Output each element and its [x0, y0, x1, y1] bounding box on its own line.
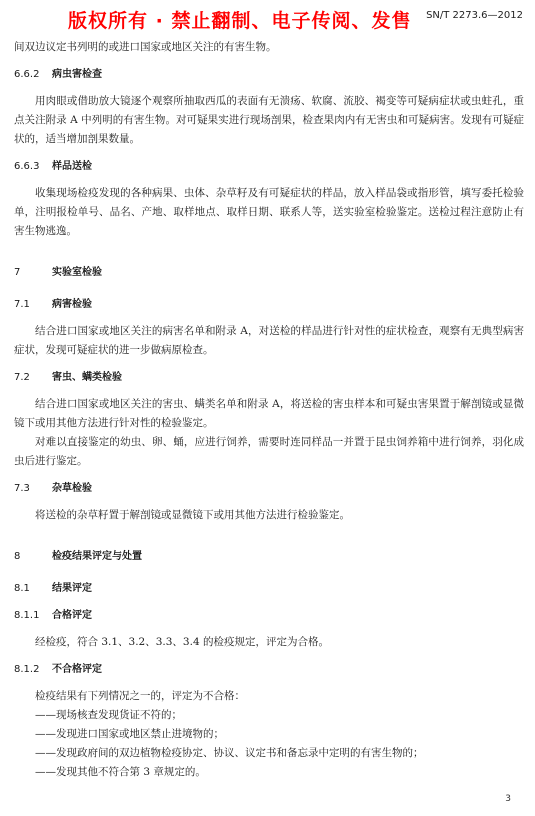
- section-number: 7.2: [14, 372, 30, 383]
- dash-list-item: ——发现政府间的双边植物检疫协定、协议、议定书和备忘录中定明的有害生物的；: [35, 747, 424, 759]
- section-number: 6.6.2: [14, 69, 40, 80]
- section-number: 7.1: [14, 299, 30, 310]
- section-number: 7: [14, 267, 21, 278]
- dash-list-item: ——现场核查发现货证不符的；: [35, 709, 182, 721]
- section-title: 不合格评定: [52, 664, 102, 675]
- section-8-1-2-heading: [14, 660, 524, 679]
- dash-list-item: ——发现进口国家或地区禁止进境物的；: [35, 728, 224, 740]
- section-number: 7.3: [14, 483, 30, 494]
- section-number: 8: [14, 551, 21, 562]
- section-7-2-heading: [14, 368, 524, 387]
- section-title: 病虫害检查: [52, 69, 102, 80]
- section-title: 病害检验: [52, 299, 92, 310]
- section-7-1-text: 结合进口国家或地区关注的病害名单和附录 A，对送检的样品进行针对性的症状检查，观察有无典型病害症状，发现可疑症状的进一步做病原检查。: [14, 325, 524, 356]
- dash-list-item: ——发现其他不符合第 3 章规定的。: [35, 766, 206, 778]
- section-number: 8.1: [14, 583, 30, 594]
- section-8-1-heading: [14, 579, 524, 598]
- section-6-6-2-text: 用肉眼或借助放大镜逐个观察所抽取西瓜的表面有无溃疡、软腐、流胶、褐变等可疑病症状或虫蛀孔，重点关注附录 A 中列明的有害生物。对可疑果实进行现场剖果，检查果肉内有无害虫和可疑病害。发现有可疑症状的，适当增加剖果数量。: [14, 95, 524, 145]
- section-7-3-text: 将送检的杂草籽置于解剖镜或显微镜下或用其他方法进行检验鉴定。: [35, 509, 350, 521]
- section-title: 检疫结果评定与处置: [52, 551, 142, 562]
- section-8-heading: [14, 547, 524, 566]
- section-number: 8.1.1: [14, 610, 40, 621]
- standard-code: SN/T 2273.6—2012: [426, 10, 523, 21]
- page-header: [0, 0, 535, 36]
- section-title: 杂草检验: [52, 483, 92, 494]
- continued-paragraph: 间双边议定书列明的或进口国家或地区关注的有害生物。: [14, 41, 277, 53]
- section-8-1-2-intro: 检疫结果有下列情况之一的，评定为不合格：: [35, 690, 245, 702]
- section-number: 8.1.2: [14, 664, 40, 675]
- section-7-heading: [14, 263, 524, 282]
- document-body: [14, 38, 524, 782]
- section-8-1-1-heading: [14, 606, 524, 625]
- section-6-6-3-text: 收集现场检疫发现的各种病果、虫体、杂草籽及有可疑症状的样品，放入样品袋或指形管，填写委托检验单，注明报检单号、品名、产地、取样地点、取样日期、联系人等，送实验室检验鉴定。送检过程注意防止有害生物逃逸。: [14, 187, 524, 237]
- section-6-6-2-heading: [14, 65, 524, 84]
- section-title: 样品送检: [52, 161, 92, 172]
- section-title: 害虫、螨类检验: [52, 372, 122, 383]
- copyright-watermark: 版权所有 · 禁止翻制、电子传阅、发售: [68, 10, 412, 32]
- section-title: 实验室检验: [52, 267, 102, 278]
- section-7-2-text-2: 对难以直接鉴定的幼虫、卵、蛹，应进行饲养，需要时连同样品一并置于昆虫饲养箱中进行饲养，羽化成虫后进行鉴定。: [14, 436, 524, 467]
- section-title: 结果评定: [52, 583, 92, 594]
- section-number: 6.6.3: [14, 161, 40, 172]
- section-7-2-text-1: 结合进口国家或地区关注的害虫、螨类名单和附录 A，将送检的害虫样本和可疑虫害果置于解剖镜或显微镜下或用其他方法进行针对性的检验鉴定。: [14, 398, 524, 429]
- page-number: 3: [505, 794, 511, 804]
- section-7-1-heading: [14, 295, 524, 314]
- section-8-1-1-text: 经检疫，符合 3.1、3.2、3.3、3.4 的检疫规定，评定为合格。: [35, 636, 329, 648]
- section-title: 合格评定: [52, 610, 92, 621]
- section-7-3-heading: [14, 479, 524, 498]
- section-6-6-3-heading: [14, 157, 524, 176]
